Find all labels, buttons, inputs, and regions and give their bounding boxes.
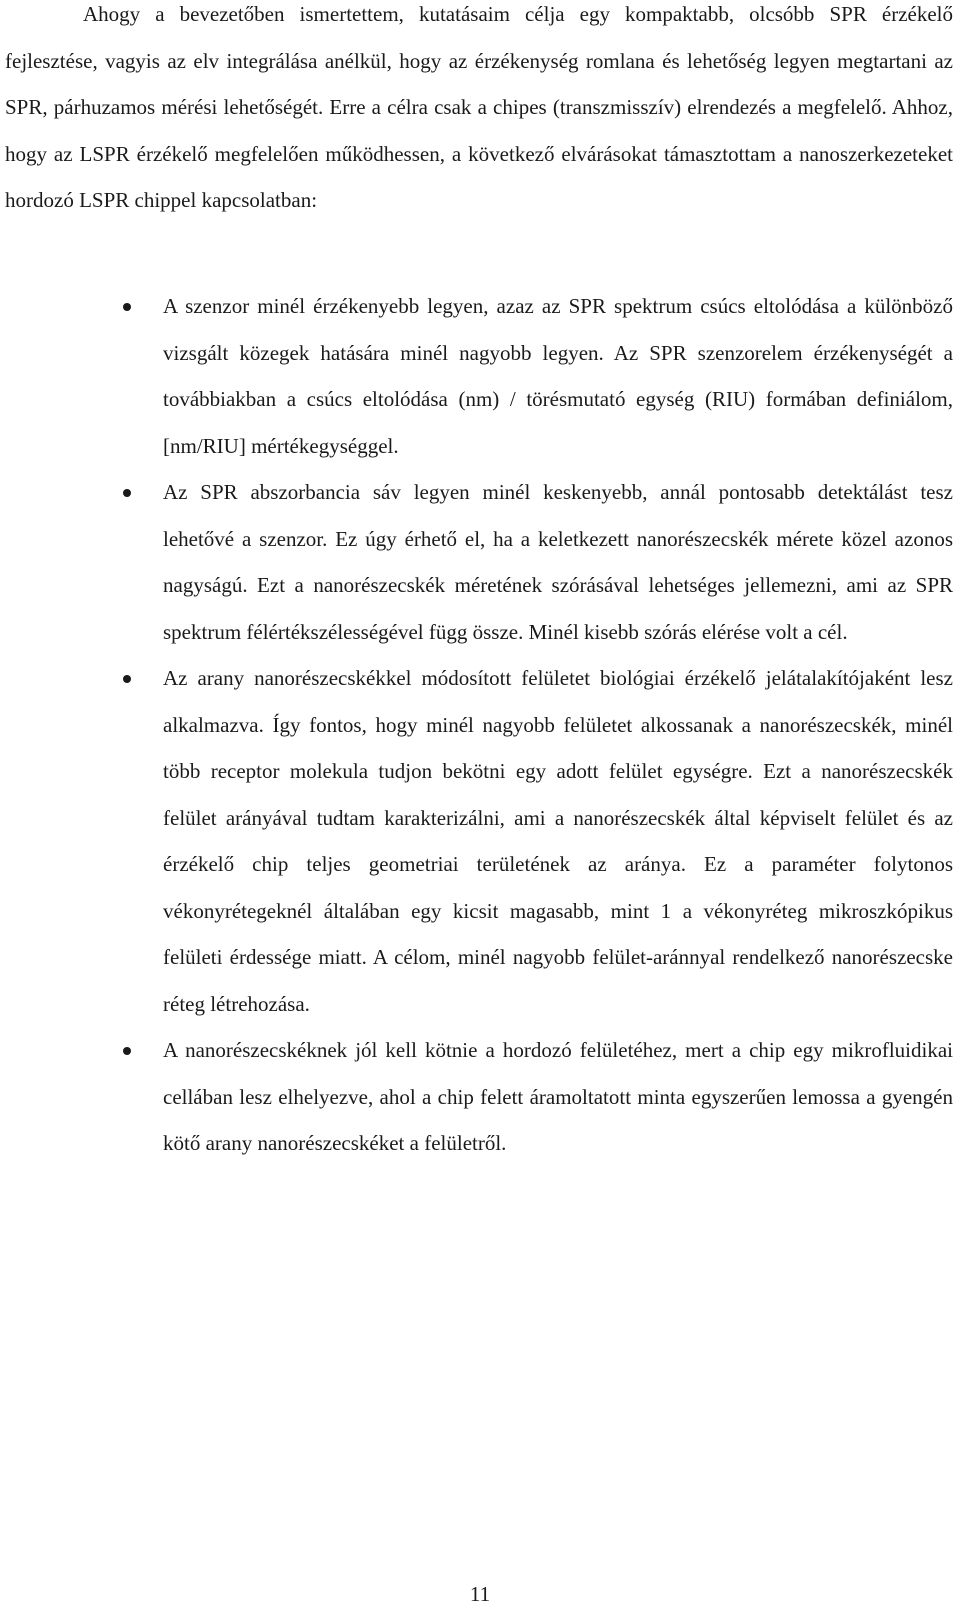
list-item-text: A nanorészecskéknek jól kell kötnie a hordozó felületéhez, mert a chip egy mikrofluidikai cellában lesz elhelyezve, ahol a chip felett áramoltatott minta egyszerűen lemossa a gyengén kötő arany nanorészecskéket a felületről. xyxy=(163,1038,953,1155)
list-item-text: Az arany nanorészecskékkel módosított felületet biológiai érzékelő jelátalakítójaként lesz alkalmazva. Így fontos, hogy minél nagyobb felületet alkossanak a nanorészecskék, minél több receptor molekula tudjon bekötni egy adott felület egységre. Ezt a nanorészecskék felület arányával tudtam karakterizálni, ami a nanorészecskék által képviselt felület és az érzékelő chip teljes geometriai területének az aránya. Ez a paraméter folytonos vékonyrétegeknél általában egy kicsit magasabb, mint 1 a vékonyréteg mikroszkópikus felületi érdessége miatt. A célom, minél nagyobb felület-aránnyal rendelkező nanorészecske réteg létrehozása. xyxy=(163,666,953,1016)
list-item xyxy=(0,469,960,655)
requirements-list xyxy=(0,283,960,1167)
bullet-icon xyxy=(123,303,131,311)
bullet-icon xyxy=(123,1047,131,1055)
list-item xyxy=(0,655,960,1027)
bullet-icon xyxy=(123,675,131,683)
list-item xyxy=(0,1027,960,1167)
bullet-icon xyxy=(123,489,131,497)
list-item-text: A szenzor minél érzékenyebb legyen, azaz az SPR spektrum csúcs eltolódása a különböző vizsgált közegek hatására minél nagyobb legyen. Az SPR szenzorelem érzékenységét a továbbiakban a csúcs eltolódása (nm) / törésmutató egység (RIU) formában definiálom, [nm/RIU] mértékegységgel. xyxy=(163,294,953,458)
page-number: 11 xyxy=(469,1582,491,1606)
list-item xyxy=(0,283,960,469)
intro-paragraph: Ahogy a bevezetőben ismertettem, kutatásaim célja egy kompaktabb, olcsóbb SPR érzékelő fejlesztése, vagyis az elv integrálása anélkül, hogy az érzékenység romlana és lehetőség legyen megtartani az SPR, párhuzamos mérési lehetőségét. Erre a célra csak a chipes (transzmisszív) elrendezés a megfelelő. Ahhoz, hogy az LSPR érzékelő megfelelően működhessen, a következő elvárásokat támasztottam a nanoszerkezeteket hordozó LSPR chippel kapcsolatban: xyxy=(5,2,953,212)
list-item-text: Az SPR abszorbancia sáv legyen minél keskenyebb, annál pontosabb detektálást tesz lehetővé a szenzor. Ez úgy érhető el, ha a keletkezett nanorészecskék mérete közel azonos nagyságú. Ezt a nanorészecskék méretének szórásával lehetséges jellemezni, ami az SPR spektrum félértékszélességével függ össze. Minél kisebb szórás elérése volt a cél. xyxy=(163,480,953,644)
